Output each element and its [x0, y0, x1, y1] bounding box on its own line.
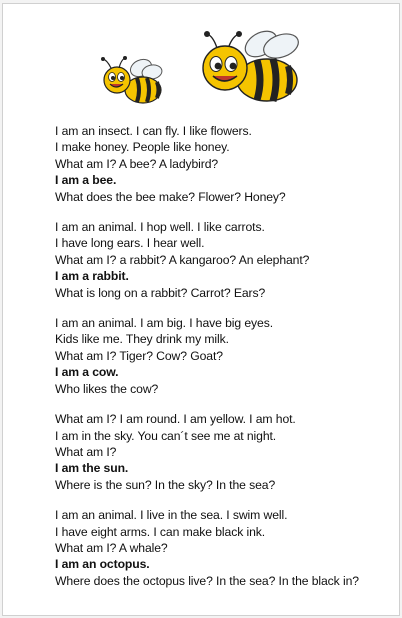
riddle-cow: [55, 315, 395, 397]
bee-illustration: [3, 4, 399, 114]
riddle-question: Where does the octopus live? In the sea? In the black in?: [55, 573, 359, 588]
riddle-line: What am I?: [55, 444, 117, 459]
riddle-line: I am an insect. I can fly. I like flowers.: [55, 124, 252, 138]
riddle-line: I am an animal. I am big. I have big eyes.: [55, 316, 273, 331]
riddle-line: What am I? Tiger? Cow? Goat?: [55, 348, 223, 363]
riddle-question: What does the bee make? Flower? Honey?: [55, 189, 286, 204]
bee-icon: [197, 28, 309, 108]
riddle-sun: [55, 411, 395, 493]
riddle-answer: I am a cow.: [55, 365, 119, 380]
riddle-line: I am an animal. I live in the sea. I swim well.: [55, 508, 288, 523]
bee-icon: [97, 54, 169, 110]
riddle-line: What am I? A whale?: [55, 540, 168, 555]
riddle-line: I have long ears. I hear well.: [55, 236, 205, 251]
riddle-answer: I am the sun.: [55, 461, 129, 476]
riddle-line: I make honey. People like honey.: [55, 140, 230, 155]
riddle-answer: I am an octopus.: [55, 557, 150, 572]
riddle-list: [55, 123, 395, 603]
riddle-line: What am I? a rabbit? A kangaroo? An elephant?: [55, 252, 310, 267]
riddle-question: Who likes the cow?: [55, 381, 159, 396]
riddle-line: I have eight arms. I can make black ink.: [55, 524, 266, 539]
riddle-line: What am I? I am round. I am yellow. I am hot.: [55, 412, 296, 427]
riddle-line: What am I? A bee? A ladybird?: [55, 156, 219, 171]
worksheet-page: [2, 3, 400, 616]
riddle-line: I am in the sky. You can´t see me at night.: [55, 428, 277, 443]
riddle-octopus: [55, 507, 395, 589]
riddle-answer: I am a bee.: [55, 173, 117, 188]
riddle-question: Where is the sun? In the sky? In the sea?: [55, 477, 276, 492]
riddle-answer: I am a rabbit.: [55, 269, 129, 284]
riddle-line: I am an animal. I hop well. I like carrots.: [55, 220, 265, 235]
riddle-question: What is long on a rabbit? Carrot? Ears?: [55, 285, 266, 300]
riddle-line: Kids like me. They drink my milk.: [55, 332, 229, 347]
riddle-rabbit: [55, 219, 395, 301]
riddle-bee: [55, 123, 395, 205]
